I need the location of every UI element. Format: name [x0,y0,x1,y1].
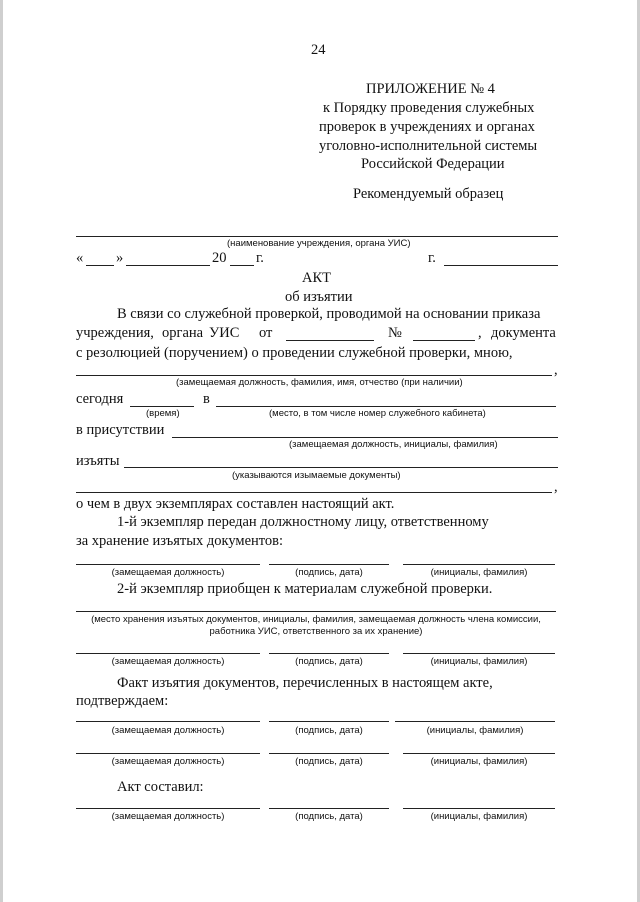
confirm-line-1: Факт изъятия документов, перечисленных в настоящем акте, [117,675,493,691]
sig2-position-line[interactable] [76,653,260,654]
sig4-position-caption: (замещаемая должность) [111,756,225,767]
date-year-suffix: г. [256,250,264,266]
sig2-position-caption: (замещаемая должность) [111,656,225,667]
seized-docs-field[interactable] [124,467,558,468]
copy2-text: 2-й экземпляр приобщен к материалам служебной проверки. [117,581,493,597]
sig4-signature-line[interactable] [269,753,389,754]
act-title: АКТ [302,270,331,286]
order-number-field[interactable] [413,340,475,341]
body-line-2-f: , [478,325,482,341]
date-close-quote: » [116,250,124,266]
date-open-quote: « [76,250,84,266]
sig4-signature-caption: (подпись, дата) [295,756,363,767]
place-caption: (место, в том числе номер служебного кабинета) [269,408,486,419]
sample-label: Рекомендуемый образец [353,186,504,202]
sig2-signature-line[interactable] [269,653,389,654]
sig3-initials-caption: (инициалы, фамилия) [426,725,524,736]
sig3-signature-caption: (подпись, дата) [295,725,363,736]
position-fio-caption: (замещаемая должность, фамилия, имя, отчество (при наличии) [176,377,463,388]
storage-caption-2: работника УИС, ответственного за их хранение) [209,626,423,637]
body-line-2-a: учреждения, [76,325,154,341]
sig5-signature-line[interactable] [269,808,389,809]
header-line-3: уголовно-исполнительной системы [319,138,538,154]
line-end-comma-2: , [554,479,558,495]
sig5-position-caption: (замещаемая должность) [111,811,225,822]
sig3-initials-line[interactable] [395,721,555,722]
sig3-position-caption: (замещаемая должность) [111,725,225,736]
sig1-signature-caption: (подпись, дата) [295,567,363,578]
time-caption: (время) [146,408,180,419]
body-line-2-c: УИС [209,325,240,341]
date-year-field[interactable] [230,265,254,266]
sig1-position-caption: (замещаемая должность) [111,567,225,578]
act-subtitle: об изъятии [285,289,353,305]
sig3-position-line[interactable] [76,721,260,722]
position-fio-line[interactable] [76,375,552,376]
city-prefix: г. [428,250,436,266]
body-line-3: с резолюцией (поручением) о проведении служебной проверки, мною, [76,345,513,361]
sig5-initials-line[interactable] [403,808,555,809]
sig1-initials-caption: (инициалы, фамилия) [430,567,528,578]
sig3-signature-line[interactable] [269,721,389,722]
body-line-2-e: № [388,325,402,341]
seized-label: изъяты [76,453,120,469]
sig2-initials-caption: (инициалы, фамилия) [430,656,528,667]
date-month-field[interactable] [126,265,210,266]
sig4-initials-line[interactable] [403,753,555,754]
sig1-initials-line[interactable] [403,564,555,565]
sig2-signature-caption: (подпись, дата) [295,656,363,667]
in-label: в [203,391,210,407]
sig1-position-line[interactable] [76,564,260,565]
time-field[interactable] [130,406,194,407]
seized-docs-caption: (указываются изымаемые документы) [232,470,401,481]
presence-label: в присутствии [76,422,165,438]
seized-docs-field-2[interactable] [76,492,552,493]
left-page-edge [0,0,3,902]
presence-caption: (замещаемая должность, инициалы, фамилия) [289,439,498,450]
composed-label: Акт составил: [117,779,204,795]
copy1-line-1: 1-й экземпляр передан должностному лицу, ответственному [117,514,489,530]
body-line-2-g: документа [491,325,556,341]
today-label: сегодня [76,391,124,407]
sig5-initials-caption: (инициалы, фамилия) [430,811,528,822]
date-day-field[interactable] [86,265,114,266]
sig5-signature-caption: (подпись, дата) [295,811,363,822]
page-number: 24 [311,42,326,58]
appendix-title: ПРИЛОЖЕНИЕ № 4 [366,81,495,97]
city-field[interactable] [444,265,558,266]
date-year-prefix: 20 [212,250,227,266]
copy1-line-2: за хранение изъятых документов: [76,533,284,549]
sig1-signature-line[interactable] [269,564,389,565]
header-line-4: Российской Федерации [361,156,505,172]
storage-place-line[interactable] [76,611,556,612]
place-field[interactable] [216,406,556,407]
sig4-position-line[interactable] [76,753,260,754]
sig2-initials-line[interactable] [403,653,555,654]
line-end-comma-1: , [554,362,558,378]
institution-caption: (наименование учреждения, органа УИС) [227,238,411,249]
copies-text: о чем в двух экземплярах составлен настоящий акт. [76,496,395,512]
header-line-2: проверок в учреждениях и органах [319,119,535,135]
body-line-2-d: от [259,325,273,341]
body-line-1: В связи со служебной проверкой, проводимой на основании приказа [117,306,541,322]
sig5-position-line[interactable] [76,808,260,809]
sig4-initials-caption: (инициалы, фамилия) [430,756,528,767]
presence-field[interactable] [172,437,558,438]
storage-caption-1: (место хранения изъятых документов, инициалы, фамилия, замещаемая должность члена комиссии, [91,614,541,625]
order-date-field[interactable] [286,340,374,341]
body-line-2-b: органа [162,325,204,341]
header-line-1: к Порядку проведения служебных [323,100,535,116]
confirm-line-2: подтверждаем: [76,693,169,709]
institution-name-line[interactable] [76,236,558,237]
